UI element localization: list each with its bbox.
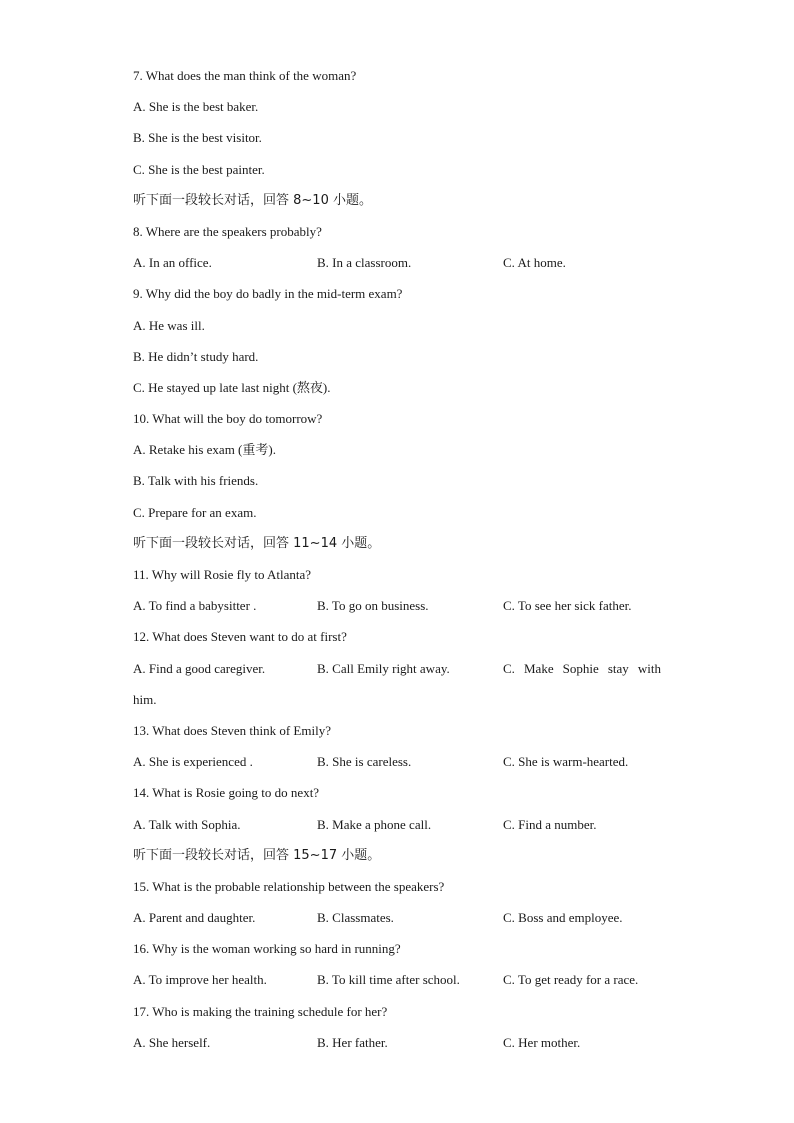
q11-option-b: B. To go on business.: [317, 598, 429, 614]
q12-option-c-word: stay: [607, 660, 629, 676]
q14-option-b: B. Make a phone call.: [317, 816, 432, 832]
q13-option-b: B. She is careless.: [317, 754, 412, 770]
q16-option-a: A. To improve her health.: [133, 972, 267, 988]
q12-option-c-continued: him.: [133, 691, 157, 707]
q13-option-a: A. She is experienced .: [133, 754, 253, 770]
q13-option-c: C. She is warm-hearted.: [503, 754, 629, 770]
question-12: 12. What does Steven want to do at first?: [133, 629, 347, 645]
q16-options: [133, 970, 663, 1001]
q12-option-c-word: with: [637, 660, 661, 676]
q8-option-c: C. At home.: [503, 255, 566, 271]
q11-options: [133, 596, 663, 627]
q17-option-a: A. She herself.: [133, 1034, 211, 1050]
question-13: 13. What does Steven think of Emily?: [133, 722, 331, 738]
q12-option-b: B. Call Emily right away.: [317, 660, 450, 676]
question-17: 17. Who is making the training schedule for her?: [133, 1003, 388, 1019]
section-heading-8-10: 听下面一段较长对话，回答 8~10 小题。: [133, 192, 372, 208]
section-heading-11-14: 听下面一段较长对话，回答 11~14 小题。: [133, 535, 381, 551]
exam-page: [133, 66, 663, 1064]
q13-options: [133, 752, 663, 783]
q12-options: [133, 659, 663, 690]
q15-option-a: A. Parent and daughter.: [133, 910, 256, 926]
q7-option-c: C. She is the best painter.: [133, 161, 265, 177]
q14-option-a: A. Talk with Sophia.: [133, 816, 241, 832]
question-7: 7. What does the man think of the woman?: [133, 68, 357, 83]
q16-option-c: C. To get ready for a race.: [503, 972, 639, 988]
q8-option-b: B. In a classroom.: [317, 255, 412, 271]
q15-option-c: C. Boss and employee.: [503, 910, 623, 926]
q12-option-c: [503, 659, 663, 690]
question-10: 10. What will the boy do tomorrow?: [133, 411, 323, 427]
q10-option-a: A. Retake his exam (重考).: [133, 442, 276, 458]
q14-options: [133, 815, 663, 846]
q11-option-a: A. To find a babysitter .: [133, 598, 257, 614]
q8-options: [133, 253, 663, 284]
question-11: 11. Why will Rosie fly to Atlanta?: [133, 567, 312, 582]
q16-option-b: B. To kill time after school.: [317, 972, 460, 988]
q12-option-c-word: Sophie: [562, 660, 599, 676]
q17-option-c: C. Her mother.: [503, 1034, 581, 1050]
q15-options: [133, 908, 663, 939]
q15-option-b: B. Classmates.: [317, 910, 394, 926]
q7-option-a: A. She is the best baker.: [133, 99, 259, 115]
q9-option-b: B. He didn’t study hard.: [133, 348, 259, 364]
question-14: 14. What is Rosie going to do next?: [133, 785, 320, 801]
q9-option-c: C. He stayed up late last night (熬夜).: [133, 379, 331, 395]
q9-option-a: A. He was ill.: [133, 317, 205, 333]
question-15: 15. What is the probable relationship between the speakers?: [133, 878, 445, 894]
q17-option-b: B. Her father.: [317, 1034, 388, 1050]
q12-option-c-word: C.: [503, 660, 515, 676]
q14-option-c: C. Find a number.: [503, 816, 597, 832]
q7-option-b: B. She is the best visitor.: [133, 130, 262, 146]
q12-option-a: A. Find a good caregiver.: [133, 660, 266, 676]
question-9: 9. Why did the boy do badly in the mid-term exam?: [133, 286, 403, 302]
q10-option-c: C. Prepare for an exam.: [133, 504, 257, 520]
q17-options: [133, 1033, 663, 1064]
q8-option-a: A. In an office.: [133, 255, 212, 271]
section-heading-15-17: 听下面一段较长对话，回答 15~17 小题。: [133, 847, 381, 863]
question-8: 8. Where are the speakers probably?: [133, 223, 322, 239]
q10-option-b: B. Talk with his friends.: [133, 473, 259, 489]
q11-option-c: C. To see her sick father.: [503, 598, 632, 614]
question-16: 16. Why is the woman working so hard in running?: [133, 941, 401, 957]
q12-option-c-word: Make: [523, 660, 554, 676]
